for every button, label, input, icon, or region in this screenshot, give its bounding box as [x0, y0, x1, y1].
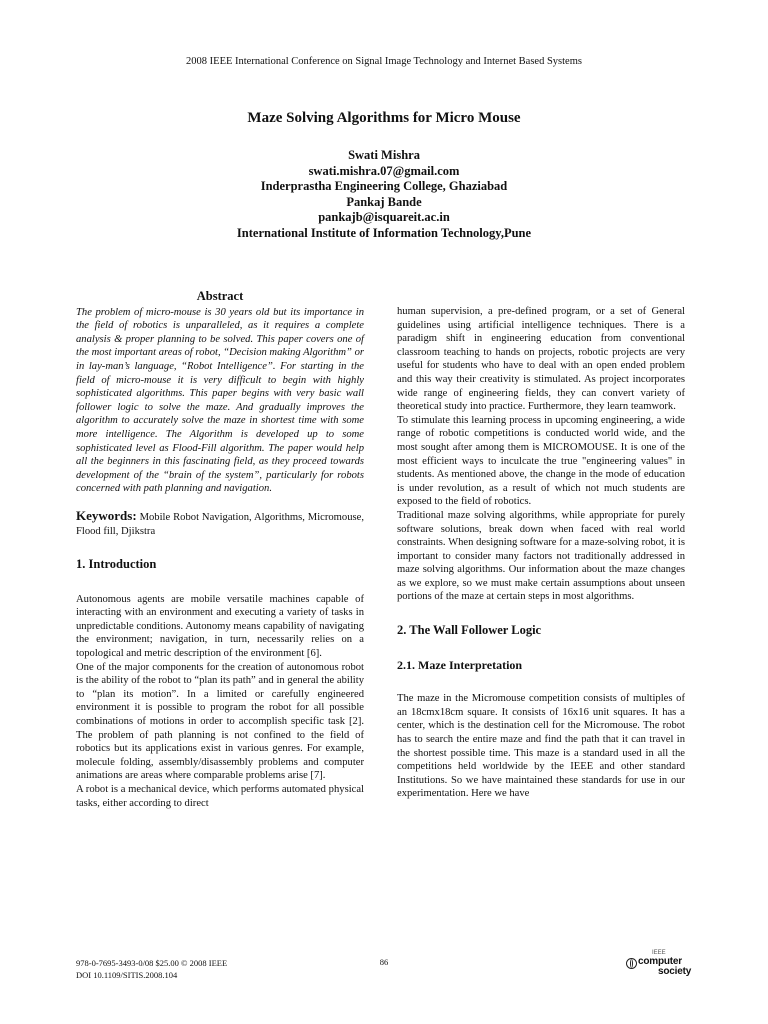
logo-line2: society	[658, 966, 692, 977]
author-affiliation: International Institute of Information Technology,Pune	[236, 225, 532, 240]
body-paragraph: To stimulate this learning process in upcoming engineering, a wide range of robotic competitions is conducted world wide, and the most sought after among them is MICROMOUSE. It is one of the most efficient ways to inculcate the true "engineering values" in students. As mentioned above, the change in the mode of education is under revolution, as a result of which not much students are exposed to the field of robotics.	[397, 414, 685, 508]
intro-paragraph: Autonomous agents are mobile versatile machines capable of interacting with an environment and executing a variety of tasks in unpredictable conditions. Autonomy means capability of navigating the environment; navigation, in turn, necessarily relies on a topological and metric description of the environment [6].	[76, 593, 364, 660]
keywords-label: Keywords:	[76, 507, 137, 523]
left-column	[76, 290, 364, 810]
abstract-heading: Abstract	[196, 289, 244, 303]
subsection-heading-maze-interpretation: 2.1. Maze Interpretation	[397, 657, 523, 672]
body-paragraph: The maze in the Micromouse competition consists of multiples of an 18cmx18cm square. It consists of 16x16 unit squares. It has a center, which is the destination cell for the Micromouse. The robot has to search the entire maze and find the path that it can travel in the shortest possible time. This maze is a standard used in all the competitions held worldwide by the IEEE and other standard Institutions. So we have maintained these standards for use in our experimentation. Here we have	[397, 693, 685, 800]
intro-paragraph: One of the major components for the creation of autonomous robot is the ability of the robot to “plan its path” and in general the ability to “plan its motion”. In a limited or carefully engineered environment it is possible to program the robot for all possible combinations of motions in order to accomplish specific task [2]. The problem of path planning is not confined to the field of robotics but its applications exist in various genres. For example, molecule folding, assembly/disassembly problems and computer animations are areas where comparable problems arise [7].	[76, 661, 364, 782]
page-number: 86	[379, 957, 389, 967]
keywords	[76, 509, 364, 538]
author-block	[0, 148, 768, 241]
conference-header: 2008 IEEE International Conference on Signal Image Technology and Internet Based Systems	[186, 56, 582, 67]
right-column	[397, 305, 685, 801]
section-heading-introduction: 1. Introduction	[76, 557, 157, 572]
author-affiliation: Inderprastha Engineering College, Ghaziabad	[260, 179, 508, 193]
footer-isbn: 978-0-7695-3493-0/08 $25.00 © 2008 IEEE	[76, 958, 228, 968]
computer-society-logo	[624, 950, 704, 982]
footer-doi: DOI 10.1109/SITIS.2008.104	[76, 970, 178, 980]
author-name: Swati Mishra	[348, 148, 420, 162]
section-heading-wall-follower: 2. The Wall Follower Logic	[397, 623, 542, 638]
body-paragraph: Traditional maze solving algorithms, while appropriate for purely software solutions, break down when faced with real world constraints. When designing software for a maze-solving robot, it is important to consider many factors not traditionally addressed in maze solving algorithms. Our information about the maze changes as we explore, so we must make certain assumptions about unseen portions of the maze at certain steps in most algorithms.	[397, 509, 685, 603]
author-email: swati.mishra.07@gmail.com	[308, 163, 460, 178]
logo-ieee-text: IEEE	[652, 950, 666, 956]
logo-line1: computer	[638, 956, 682, 967]
author-name: Pankaj Bande	[346, 194, 422, 209]
intro-paragraph: A robot is a mechanical device, which performs automated physical tasks, either according to direct	[76, 784, 364, 809]
paper-title: Maze Solving Algorithms for Micro Mouse	[247, 110, 521, 126]
body-paragraph: human supervision, a pre-defined program, or a set of General guidelines using artificial intelligence techniques. There is a paradigm shift in engineering education from conventional classroom teaching to hands on projects, robotic projects are very useful for students who have to deal with an open ended problem and this way their creativity is stimulated. As project incorporates wide range of engineering fields, they can convert variety of theoretical study into practice. Furthermore, they learn teamwork.	[397, 306, 685, 413]
abstract-text: The problem of micro-mouse is 30 years old but its importance in the field of robotics is unparalleled, as it requires a complete analysis & proper planning to be solved. This paper covers one of the most important areas of robot, “Decision making Algorithm” or in lay-man’s language, “Robot Intelligence”. For starting in the field of micro-mouse it is very difficult to begin with highly sophisticated algorithms. This paper begins with very basic wall follower logic to solve the maze. And gradually improves the algorithm to accurately solve the maze in shortest time with some more intelligence. The Algorithm is developed up to some sophisticated level as Flood-Fill algorithm. The paper would help all the beginners in this fascinating field, as they proceed towards development of the “brain of the system”, particularly for robots concerned with path planning and navigation.	[76, 306, 365, 495]
author-email: pankajb@isquareit.ac.in	[318, 210, 450, 224]
globe-icon	[626, 958, 637, 969]
keywords-text: Mobile Robot Navigation, Algorithms, Micromouse, Flood fill, Djikstra	[76, 511, 364, 537]
